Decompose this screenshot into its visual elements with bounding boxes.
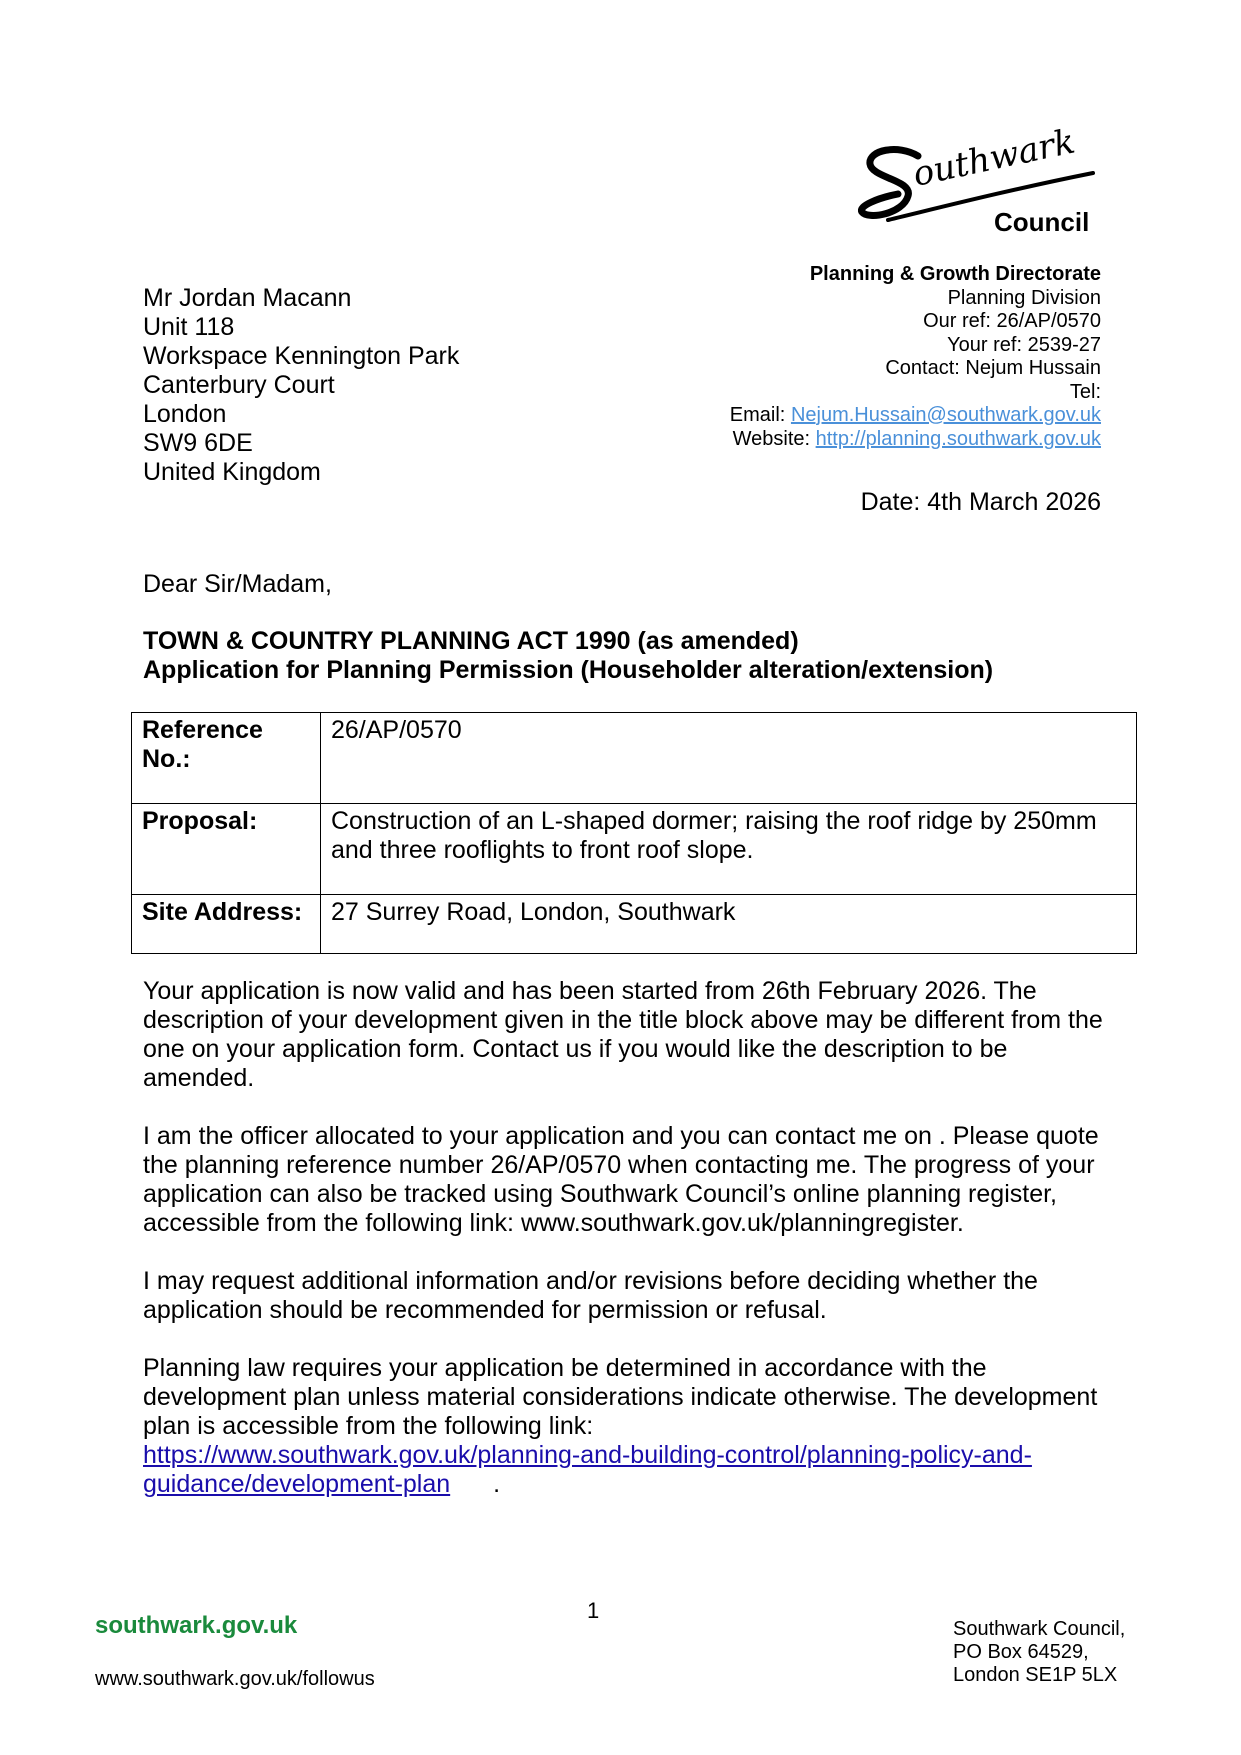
svg-text:outhwark: outhwark — [909, 128, 1079, 195]
heading-act: TOWN & COUNTRY PLANNING ACT 1990 (as amended) — [143, 627, 799, 655]
address-line: Workspace Kennington Park — [143, 342, 460, 370]
paragraph-development-plan — [143, 1354, 1103, 1499]
paragraph-text: Planning law requires your application be determined in accordance with the development plan unless material considerations indicate otherwise. The development plan is accessible from the following link: — [143, 1354, 1098, 1440]
paragraph: I am the officer allocated to your application and you can contact me on . Please quote the planning reference number 26/AP/0570 when contacting me. The progress of your application can also be tracked using Southwark Council’s online planning register, accessible from the following link: www.southwark.gov.uk/planningregister. — [143, 1122, 1099, 1237]
tel: Tel: — [1069, 380, 1101, 403]
logo-sub: Council — [994, 207, 1090, 237]
contact: Contact: Nejum Hussain — [885, 357, 1101, 379]
proposal-value: Construction of an L-shaped dormer; raising the roof ridge by 250mm and three rooflights to front roof slope. — [321, 804, 1137, 895]
paragraph: Your application is now valid and has been started from 26th February 2026. The description of your development given in the title block above may be different from the one on your application form. Contact us if you would like the description to be amended. — [143, 977, 1103, 1092]
letter-body — [143, 977, 1103, 1528]
address-line: London — [143, 400, 227, 428]
page-number: 1 — [587, 1598, 600, 1623]
recipient-address — [143, 284, 459, 487]
logo-graphic — [858, 128, 1098, 238]
development-plan-link[interactable]: https://www.southwark.gov.uk/planning-and-building-control/planning-policy-and-guidance/development-plan — [143, 1441, 1032, 1498]
address-line: Canterbury Court — [143, 371, 335, 399]
email-label: Email: — [729, 404, 786, 426]
letter-heading — [143, 627, 993, 685]
address-line: United Kingdom — [143, 458, 321, 486]
footer-follow-link[interactable]: www.southwark.gov.uk/followus — [95, 1668, 375, 1690]
letter-date: Date: 4th March 2026 — [860, 488, 1101, 516]
directorate: Planning & Growth Directorate — [809, 263, 1101, 285]
application-details-table — [131, 712, 1137, 954]
heading-application: Application for Planning Permission (Householder alteration/extension) — [143, 656, 994, 684]
paragraph: I may request additional information and/or revisions before deciding whether the application should be recommended for permission or refusal. — [143, 1267, 1038, 1324]
department-block — [581, 263, 1101, 451]
division: Planning Division — [947, 286, 1101, 309]
recipient-name: Mr Jordan Macann — [143, 284, 352, 312]
email-link[interactable]: Nejum.Hussain@southwark.gov.uk — [790, 404, 1101, 426]
website-line — [581, 428, 1101, 452]
site-label: Site Address: — [132, 895, 321, 954]
address-line: Unit 118 — [143, 313, 235, 341]
salutation: Dear Sir/Madam, — [143, 570, 332, 598]
proposal-label: Proposal: — [132, 804, 321, 895]
ref-value: 26/AP/0570 — [321, 713, 1137, 804]
footer-address-line: Southwark Council, — [953, 1618, 1126, 1640]
address-line: SW9 6DE — [143, 429, 253, 457]
footer-address-line: PO Box 64529, — [953, 1641, 1089, 1663]
ref-label: Reference No.: — [132, 713, 321, 804]
site-value: 27 Surrey Road, London, Southwark — [321, 895, 1137, 954]
footer-address — [953, 1618, 1125, 1687]
website-label: Website: — [732, 427, 811, 450]
your-ref: Your ref: 2539-27 — [947, 333, 1101, 356]
footer-address-line: London SE1P 5LX — [953, 1664, 1118, 1686]
table-row — [132, 713, 1137, 804]
website-link[interactable]: http://planning.southwark.gov.uk — [815, 427, 1101, 450]
table-row — [132, 895, 1137, 954]
table-row — [132, 804, 1137, 895]
southwark-council-logo — [858, 128, 1098, 238]
our-ref: Our ref: 26/AP/0570 — [923, 310, 1101, 332]
paragraph-end: . — [493, 1470, 501, 1498]
footer-site-link[interactable]: southwark.gov.uk — [95, 1612, 298, 1639]
email-line — [581, 404, 1101, 428]
